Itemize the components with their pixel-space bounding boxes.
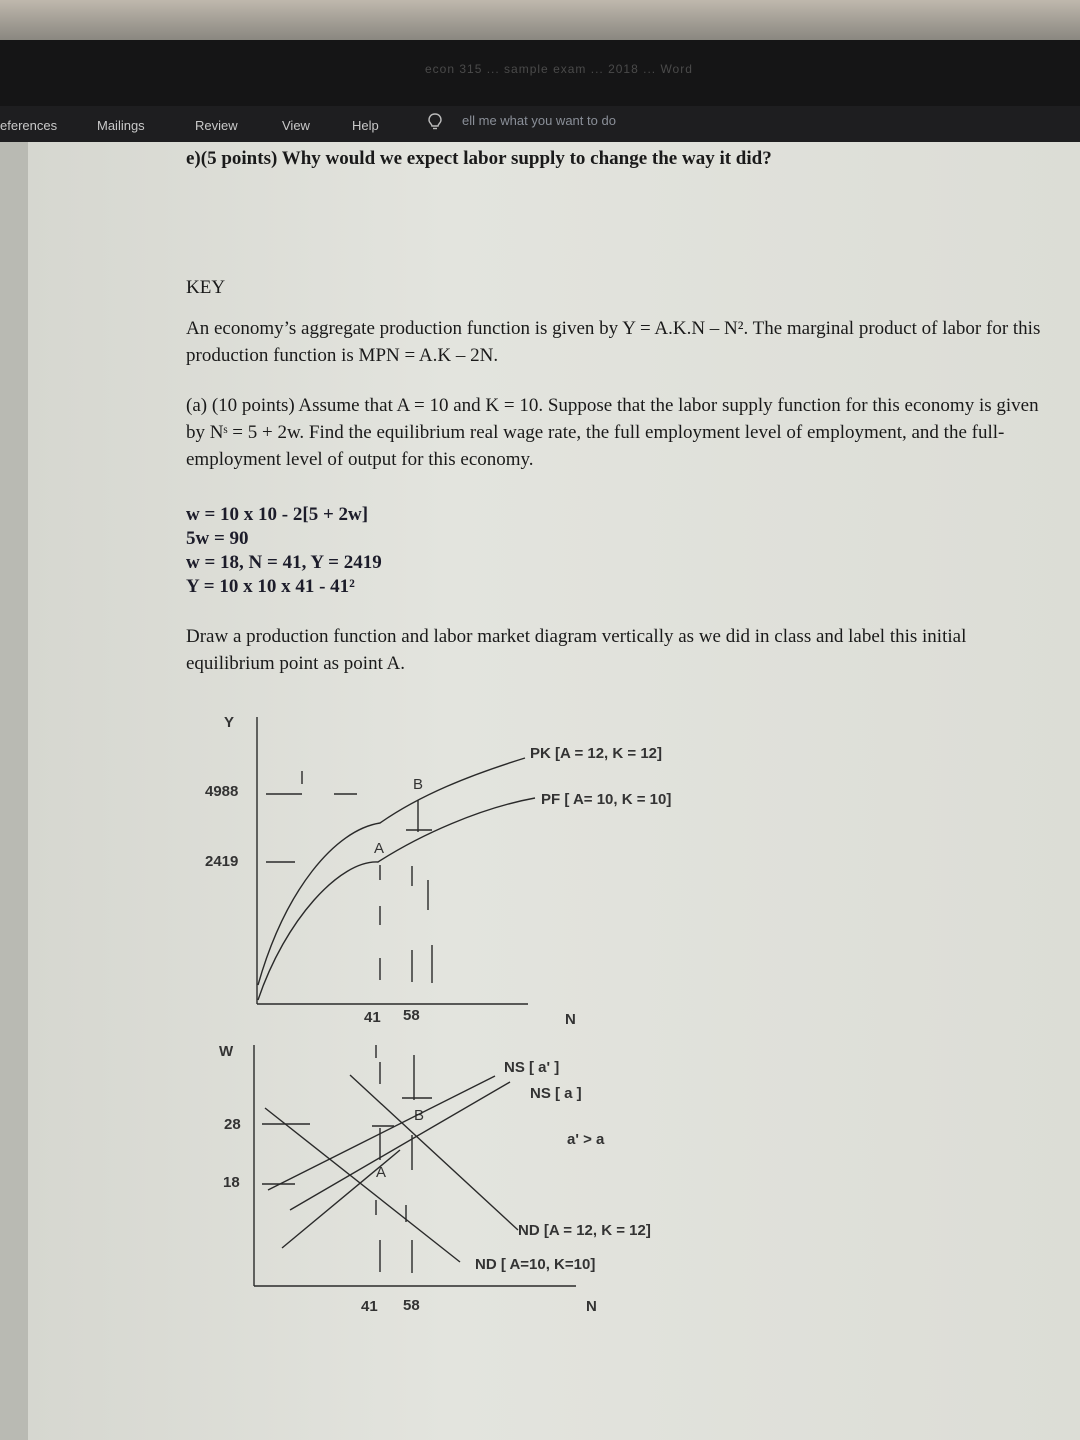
pf-point-b-label: B (413, 776, 424, 793)
ns-a-label: NS [ a ] (530, 1085, 582, 1102)
pf-y-tick-low: 2419 (205, 853, 239, 870)
tab-review[interactable]: Review (195, 118, 238, 133)
pf-x-tick-58: 58 (403, 1007, 420, 1024)
lm-x-axis-label: N (586, 1298, 597, 1315)
nd-old-line (265, 1108, 460, 1262)
pf-curve-label: PF [ A= 10, K = 10] (541, 791, 672, 808)
nd-old-label: ND [ A=10, K=10] (475, 1256, 596, 1273)
nd-new-line (350, 1075, 518, 1230)
lm-extra-line (282, 1150, 400, 1248)
pf-x-tick-41: 41 (364, 1009, 381, 1026)
ns-a-prime-line (268, 1076, 495, 1190)
question-e: e)(5 points) Why would we expect labor supply to change the way it did? (186, 148, 772, 169)
tab-help[interactable]: Help (352, 118, 379, 133)
lm-y-tick-18: 18 (223, 1174, 240, 1191)
tab-references[interactable]: eferences (0, 118, 58, 133)
ns-a-prime-label: NS [ a' ] (504, 1059, 560, 1076)
nd-new-label: ND [A = 12, K = 12] (518, 1222, 651, 1239)
pf-y-tick-high: 4988 (205, 783, 239, 800)
pf-y-axis-label: Y (224, 714, 235, 731)
a-prime-gt-a-note: a' > a (567, 1131, 605, 1148)
lm-y-axis-label: W (219, 1043, 234, 1060)
window-title: econ 315 ... sample exam ... 2018 ... Word (425, 62, 693, 76)
ns-a-line (290, 1082, 510, 1210)
pk-curve (258, 758, 525, 985)
tab-view[interactable]: View (282, 118, 310, 133)
lm-y-tick-28: 28 (224, 1116, 241, 1133)
tab-mailings[interactable]: Mailings (97, 118, 145, 133)
lm-point-a-label: A (376, 1164, 387, 1181)
lm-point-b-label: B (414, 1107, 425, 1124)
tell-me-search[interactable]: ell me what you want to do (462, 113, 616, 128)
key-heading: KEY (186, 277, 226, 298)
lm-x-tick-41: 41 (361, 1298, 378, 1315)
pk-curve-label: PK [A = 12, K = 12] (530, 745, 662, 762)
intro-paragraph: An economy’s aggregate production function is given by Y = A.K.N – N². The marginal product of labor for this production function is MPN = A.K – 2N. (186, 318, 1041, 366)
calc-line-2: 5w = 90 (186, 528, 249, 549)
calc-line-4: Y = 10 x 10 x 41 - 41² (186, 576, 355, 597)
lm-x-tick-58: 58 (403, 1297, 420, 1314)
part-a-paragraph: (a) (10 points) Assume that A = 10 and K = 10. Suppose that the labor supply function for this economy is given by Nˢ = 5 + 2w. Find the equilibrium real wage rate, the full employment level of employment, and the full-employment level of output for this economy. (186, 395, 1039, 470)
pf-curve (258, 798, 535, 1000)
calc-line-3: w = 18, N = 41, Y = 2419 (186, 552, 382, 573)
pf-x-axis-label: N (565, 1011, 576, 1028)
draw-instruction: Draw a production function and labor market diagram vertically as we did in class and label this initial equilibrium point as point A. (186, 626, 967, 674)
calc-line-1: w = 10 x 10 - 2[5 + 2w] (186, 504, 369, 525)
pf-point-a-label: A (374, 840, 385, 857)
